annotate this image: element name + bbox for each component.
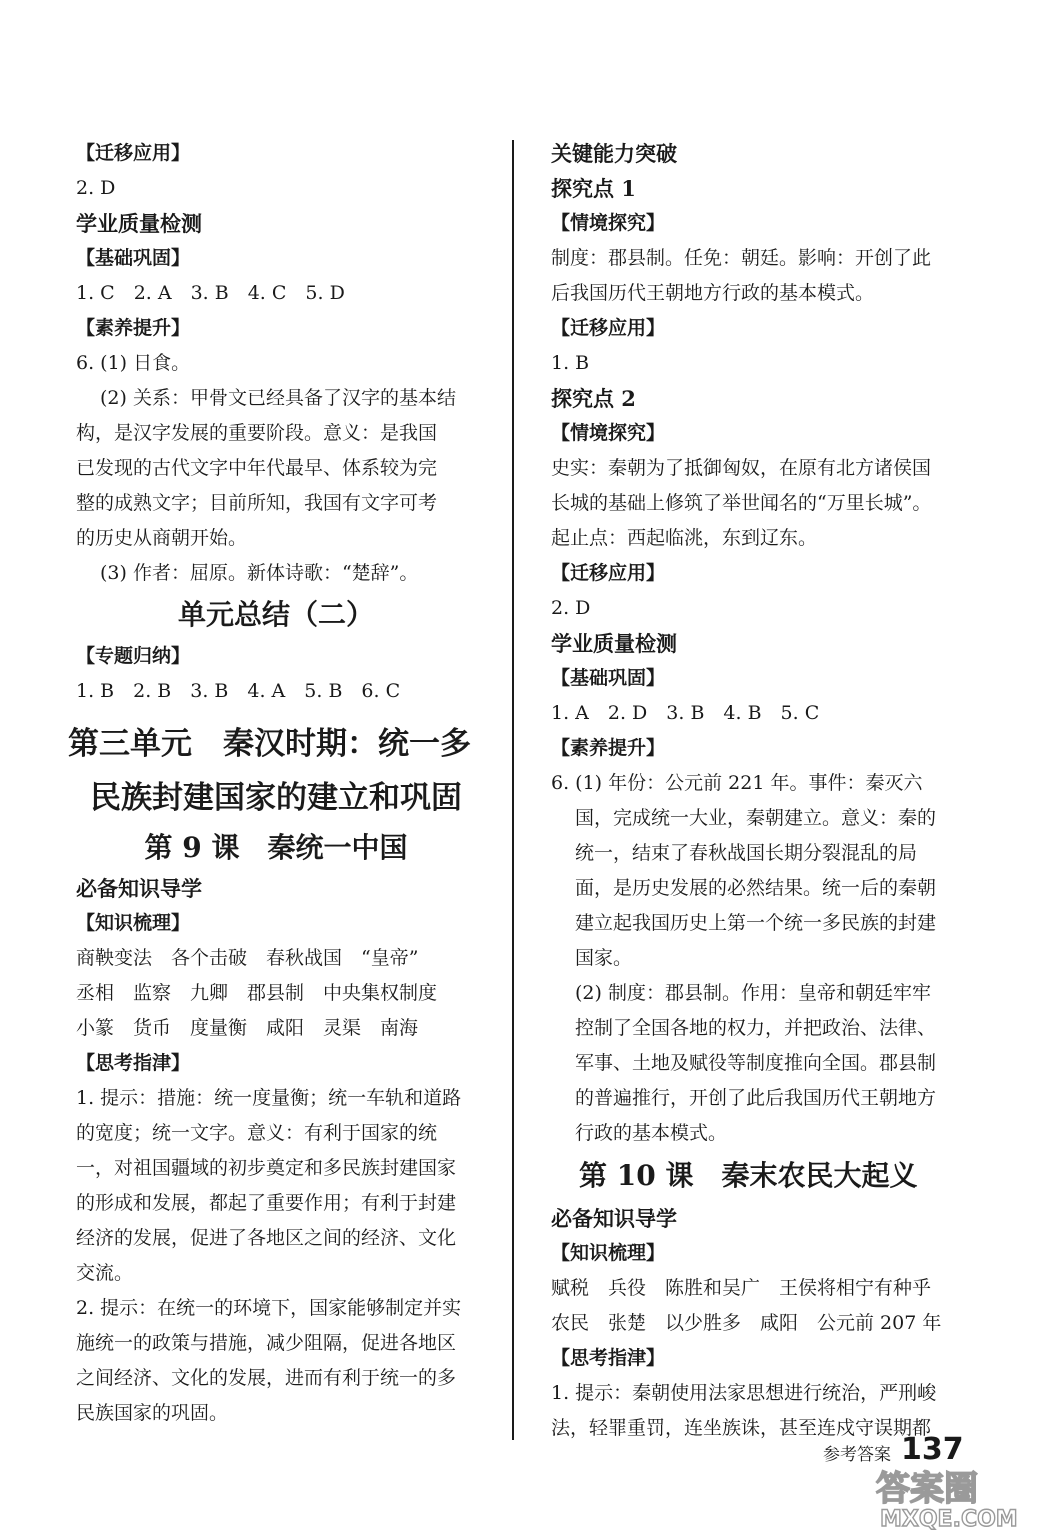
text-line: 构，是汉字发展的重要阶段。意义：是我国 — [76, 422, 438, 444]
text-line: 建立起我国历史上第一个统一多民族的封建 — [575, 912, 937, 934]
unit-summary-title: 单元总结（二） — [177, 598, 374, 631]
section-tag: 【基础巩固】 — [551, 667, 666, 689]
right-column — [551, 136, 951, 1446]
text-line: 军事、土地及赋役等制度推向全国。郡县制 — [575, 1052, 937, 1074]
section-heading: 必备知识导学 — [76, 876, 202, 901]
section-tag: 【情境探究】 — [551, 422, 666, 444]
text-line: 6. (1) 日食。 — [76, 352, 191, 374]
text-line: 施统一的政策与措施，减少阻隔，促进各地区 — [76, 1332, 457, 1354]
text-line: 一，对祖国疆域的初步奠定和多民族封建国家 — [76, 1157, 457, 1179]
column-divider — [512, 140, 514, 1440]
text-line: 农民 张楚 以少胜多 咸阳 公元前 207 年 — [551, 1312, 942, 1334]
lesson-9-title: 第 9 课 秦统一中国 — [144, 831, 408, 864]
text-line: 经济的发展，促进了各地区之间的经济、文化 — [76, 1227, 457, 1249]
text-line: (2) 关系：甲骨文已经具备了汉字的基本结 — [100, 387, 456, 409]
section-tag: 【知识梳理】 — [76, 912, 191, 934]
text-line: 法，轻罪重罚，连坐族诛，甚至连戍守误期都 — [551, 1417, 932, 1439]
text-line: 整的成熟文字；目前所知，我国有文字可考 — [76, 492, 438, 514]
section-tag: 【迁移应用】 — [551, 317, 666, 339]
section-tag: 【知识梳理】 — [551, 1242, 666, 1264]
footer-label: 参考答案 — [823, 1445, 891, 1465]
text-line: 1. A 2. D 3. B 4. B 5. C — [551, 702, 820, 724]
page-number: 137 — [901, 1432, 964, 1467]
text-line: 国，完成统一大业，秦朝建立。意义：秦的 — [575, 807, 937, 829]
section-tag: 【情境探究】 — [551, 212, 666, 234]
text-line: 2. 提示：在统一的环境下，国家能够制定并实 — [76, 1297, 462, 1319]
section-tag: 【思考指津】 — [76, 1052, 191, 1074]
text-line: 1. C 2. A 3. B 4. C 5. D — [76, 282, 345, 304]
text-line: 的宽度；统一文字。意义：有利于国家的统 — [76, 1122, 438, 1144]
section-heading: 关键能力突破 — [551, 141, 677, 166]
text-line: 1. 提示：秦朝使用法家思想进行统治，严刑峻 — [551, 1382, 937, 1404]
text-line: 1. 提示：措施：统一度量衡；统一车轨和道路 — [76, 1087, 462, 1109]
text-line: 统一，结束了春秋战国长期分裂混乱的局 — [575, 842, 918, 864]
section-tag: 【素养提升】 — [551, 737, 666, 759]
lesson-10-title: 第 10 课 秦末农民大起义 — [579, 1159, 918, 1192]
section-tag: 【素养提升】 — [76, 317, 191, 339]
section-tag: 【思考指津】 — [551, 1347, 666, 1369]
section-heading: 学业质量检测 — [76, 211, 202, 236]
page-footer — [823, 1425, 964, 1465]
text-line: 面，是历史发展的必然结果。统一后的秦朝 — [575, 877, 937, 899]
section-heading: 探究点 2 — [551, 386, 636, 411]
text-line: 国家。 — [575, 947, 633, 969]
text-line: 赋税 兵役 陈胜和吴广 王侯将相宁有种乎 — [551, 1277, 932, 1299]
text-line: 史实：秦朝为了抵御匈奴，在原有北方诸侯国 — [551, 457, 932, 479]
text-line: 交流。 — [76, 1262, 134, 1284]
watermark-logo-icon — [866, 1462, 1044, 1532]
unit-title-line2: 民族封建国家的建立和巩固 — [90, 780, 462, 816]
text-line: 后我国历代王朝地方行政的基本模式。 — [551, 282, 875, 304]
text-line: (2) 制度：郡县制。作用：皇帝和朝廷牢牢 — [575, 982, 931, 1004]
text-line: 1. B 2. B 3. B 4. A 5. B 6. C — [76, 680, 401, 702]
text-line: 的普遍推行，开创了此后我国历代王朝地方 — [575, 1087, 937, 1109]
text-line: 的形成和发展，都起了重要作用；有利于封建 — [76, 1192, 457, 1214]
left-column — [68, 136, 476, 1431]
text-line: 长城的基础上修筑了举世闻名的“万里长城”。 — [551, 492, 932, 514]
text-line: 2. D — [551, 597, 591, 619]
section-tag: 【基础巩固】 — [76, 247, 191, 269]
unit-title-line1: 第三单元 秦汉时期：统一多 — [68, 726, 471, 762]
section-tag: 【专题归纳】 — [76, 645, 191, 667]
text-line: 6. (1) 年份：公元前 221 年。事件：秦灭六 — [551, 772, 923, 794]
text-line: 行政的基本模式。 — [575, 1122, 728, 1144]
watermark-line2: MXQE.COM — [880, 1507, 1018, 1532]
section-heading: 学业质量检测 — [551, 631, 677, 656]
section-heading: 探究点 1 — [551, 176, 636, 201]
text-line: 民族国家的巩固。 — [76, 1402, 229, 1424]
text-line: (3) 作者：屈原。新体诗歌：“楚辞”。 — [100, 562, 419, 584]
text-line: 小篆 货币 度量衡 咸阳 灵渠 南海 — [76, 1017, 419, 1039]
text-line: 制度：郡县制。任免：朝廷。影响：开创了此 — [551, 247, 932, 269]
text-line: 之间经济、文化的发展，进而有利于统一的多 — [76, 1367, 457, 1389]
section-heading: 必备知识导学 — [551, 1206, 677, 1231]
text-line: 丞相 监察 九卿 郡县制 中央集权制度 — [76, 982, 438, 1004]
text-line: 已发现的古代文字中年代最早、体系较为完 — [76, 457, 438, 479]
text-line: 1. B — [551, 352, 590, 374]
text-line: 2. D — [76, 177, 116, 199]
text-line: 商鞅变法 各个击破 春秋战国 “皇帝” — [76, 947, 419, 969]
watermark-line1: 答案圈 — [876, 1469, 978, 1509]
section-tag: 【迁移应用】 — [76, 142, 191, 164]
section-tag: 【迁移应用】 — [551, 562, 666, 584]
text-line: 起止点：西起临洮，东到辽东。 — [551, 527, 818, 549]
text-line: 控制了全国各地的权力，并把政治、法律、 — [575, 1017, 937, 1039]
text-line: 的历史从商朝开始。 — [76, 527, 248, 549]
